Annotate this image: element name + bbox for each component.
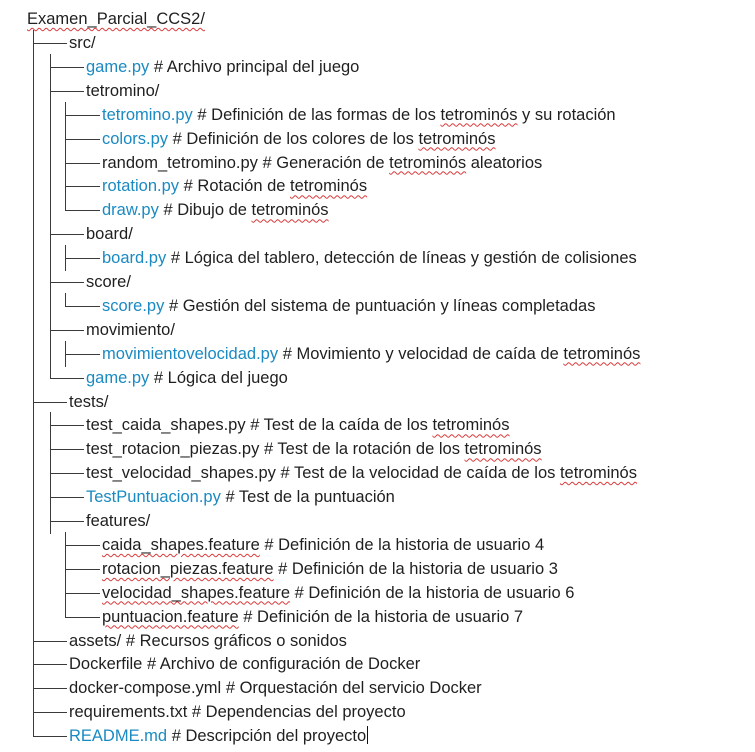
tree-row-colors-py	[0, 128, 755, 150]
tree-connector-horizontal	[50, 378, 84, 379]
tree-connector-vertical	[65, 604, 66, 618]
file-name-draw-py[interactable]: draw.py	[102, 201, 159, 220]
tree-row-game-py	[0, 56, 755, 78]
tree-connector-horizontal	[33, 688, 67, 689]
tree-connector-horizontal	[65, 210, 100, 211]
tree-entry-text	[86, 510, 150, 532]
entry-comment: # Definición de la historia de usuario 3	[278, 559, 558, 578]
folder-name-tetromino: tetromino/	[86, 81, 160, 100]
tree-entry-text	[86, 486, 395, 508]
tree-row-board-py	[0, 247, 755, 269]
file-name-puntuacion-feature: puntuacion.feature	[102, 607, 239, 626]
tree-row-board	[0, 223, 755, 245]
tree-entry-text	[102, 104, 616, 126]
tree-guide-line	[50, 197, 51, 223]
tree-connector-horizontal	[65, 545, 100, 546]
folder-name-score: score/	[86, 273, 131, 291]
folder-name-movimiento: movimiento/	[86, 320, 175, 339]
tree-entry-text	[69, 653, 420, 675]
tree-connector-horizontal	[50, 282, 84, 283]
tree-row-rotacion-piezas-feature	[0, 558, 755, 580]
tree-entry-text	[86, 319, 175, 341]
tree-connector-horizontal	[33, 641, 67, 642]
tree-row-draw-py	[0, 199, 755, 221]
spellcheck-word: tetrominós	[440, 105, 518, 124]
entry-comment: # Lógica del tablero, detección de líneas y gestión de colisiones	[170, 249, 637, 268]
file-name-dockerfile: Dockerfile	[69, 655, 143, 674]
entry-comment: # Recursos gráficos o sonidos	[125, 631, 347, 650]
tree-connector-vertical	[65, 293, 66, 307]
spellcheck-word: tetrominós	[432, 416, 510, 435]
file-name-tetromino-py[interactable]: tetromino.py	[102, 105, 193, 124]
tree-entry-text	[102, 295, 595, 317]
file-name-random-tetromino-py: random_tetromino.py	[102, 153, 258, 172]
entry-comment: # Archivo principal del juego	[153, 57, 360, 76]
tree-guide-line	[50, 102, 51, 128]
tree-connector-horizontal	[33, 402, 67, 403]
tree-guide-line	[33, 365, 34, 391]
tree-entry-text	[69, 725, 368, 747]
tree-guide-line	[33, 508, 34, 534]
tree-guide-line	[50, 173, 51, 199]
file-name-velocidad-shapes-feature: velocidad_shapes.feature	[102, 583, 291, 602]
tree-row-velocidad-shapes-feature	[0, 582, 755, 604]
folder-name-features: features/	[86, 512, 151, 530]
file-name-movimientovelocidad-py[interactable]: movimientovelocidad.py	[102, 344, 279, 363]
tree-guide-line	[33, 269, 34, 295]
file-name-testpuntuacion-py[interactable]: TestPuntuacion.py	[86, 488, 221, 507]
entry-comment: # Generación de tetrominós aleatorios	[262, 153, 543, 172]
file-name-colors-py[interactable]: colors.py	[102, 129, 169, 148]
file-name-rotation-py[interactable]: rotation.py	[102, 177, 180, 196]
tree-connector-horizontal	[65, 306, 100, 307]
tree-entry-text	[102, 606, 523, 628]
spellcheck-word: tetrominós	[290, 177, 368, 196]
tree-row-test-rotacion-piezas-py	[0, 438, 755, 460]
text-cursor	[367, 726, 368, 744]
entry-comment: # Lógica del juego	[153, 368, 288, 387]
entry-comment: # Orquestación del servicio Docker	[225, 679, 482, 698]
tree-row-tests	[0, 391, 755, 413]
entry-comment: # Dependencias del proyecto	[191, 703, 406, 722]
tree-guide-line	[33, 150, 34, 176]
tree-entry-text	[86, 462, 637, 484]
tree-entry-text	[86, 80, 159, 102]
tree-connector-vertical	[50, 365, 51, 379]
folder-name-src: src/	[69, 34, 96, 52]
tree-row-dockerfile	[0, 653, 755, 675]
entry-comment: # Archivo de configuración de Docker	[146, 655, 421, 674]
tree-row-readme-md	[0, 725, 755, 747]
entry-comment: # Definición de la historia de usuario 4	[264, 535, 545, 554]
folder-name-board: board/	[86, 225, 133, 244]
file-name-docker-compose-yml: docker-compose.yml	[69, 679, 222, 698]
entry-comment: # Descripción del proyecto	[171, 727, 367, 746]
root-folder-name	[27, 8, 205, 30]
spellcheck-word: tetrominós	[464, 440, 542, 459]
tree-guide-line	[33, 484, 34, 510]
tree-guide-line	[33, 197, 34, 223]
tree-row-movimientovelocidad-py	[0, 343, 755, 365]
file-name-test-rotacion-piezas-py: test_rotacion_piezas.py	[86, 440, 260, 459]
tree-guide-line	[33, 126, 34, 152]
tree-entry-text	[102, 175, 367, 197]
tree-row-puntuacion-feature	[0, 606, 755, 628]
tree-row-src	[0, 32, 755, 54]
tree-connector-horizontal	[50, 330, 84, 331]
tree-row-rotation-py	[0, 175, 755, 197]
tree-row-score	[0, 271, 755, 293]
tree-entry-text	[86, 367, 288, 389]
tree-connector-horizontal	[50, 521, 84, 522]
tree-entry-text	[86, 56, 359, 78]
spellcheck-word: tetrominós	[389, 153, 467, 172]
tree-guide-line	[33, 556, 34, 582]
tree-connector-horizontal	[65, 186, 100, 187]
tree-guide-line	[50, 126, 51, 152]
file-name-caida-shapes-feature: caida_shapes.feature	[102, 535, 260, 554]
entry-comment: # Test de la rotación de los tetrominós	[263, 440, 542, 459]
tree-entry-text	[102, 343, 640, 365]
entry-comment: # Rotación de tetrominós	[183, 177, 368, 196]
tree-connector-horizontal	[50, 91, 84, 92]
tree-entry-text	[86, 414, 509, 436]
tree-guide-line	[33, 293, 34, 319]
tree-connector-horizontal	[50, 449, 84, 450]
tree-row-docker-compose-yml	[0, 677, 755, 699]
tree-entry-text	[102, 534, 544, 556]
tree-guide-line	[50, 293, 51, 319]
tree-entry-text	[102, 152, 542, 174]
tree-row-score-py	[0, 295, 755, 317]
entry-comment: # Test de la puntuación	[225, 488, 395, 507]
entry-comment: # Gestión del sistema de puntuación y líneas completadas	[168, 296, 596, 315]
tree-row-game-py	[0, 367, 755, 389]
tree-entry-text	[69, 32, 96, 54]
tree-guide-line	[33, 78, 34, 104]
tree-connector-horizontal	[65, 139, 100, 140]
tree-entry-text	[102, 247, 637, 269]
tree-connector-horizontal	[33, 736, 67, 737]
tree-entry-text	[102, 199, 329, 221]
tree-entry-text	[69, 701, 406, 723]
tree-entry-text	[86, 438, 542, 460]
tree-connector-horizontal	[50, 425, 84, 426]
tree-guide-line	[33, 317, 34, 343]
tree-entry-text	[86, 223, 133, 245]
entry-comment: # Definición de la historia de usuario 6	[294, 583, 575, 602]
tree-connector-horizontal	[65, 569, 100, 570]
tree-connector-vertical	[65, 197, 66, 211]
entry-comment: # Definición de los colores de los tetrominós	[172, 129, 496, 148]
tree-connector-horizontal	[65, 593, 100, 594]
entry-comment: # Dibujo de tetrominós	[163, 201, 329, 220]
spellcheck-word: tetrominós	[418, 129, 496, 148]
tree-connector-horizontal	[33, 43, 67, 44]
tree-entry-text	[102, 558, 558, 580]
spellcheck-word: tetrominós	[559, 464, 637, 483]
tree-entry-text	[86, 271, 131, 293]
tree-row-test-caida-shapes-py	[0, 414, 755, 436]
tree-entry-text	[69, 677, 482, 699]
tree-guide-line	[33, 173, 34, 199]
tree-entry-text	[102, 128, 495, 150]
tree-connector-horizontal	[65, 354, 100, 355]
tree-row-movimiento	[0, 319, 755, 341]
tree-entry-text	[102, 582, 574, 604]
root-folder-label: Examen_Parcial_CCS2/	[27, 10, 205, 28]
tree-guide-line	[33, 54, 34, 80]
tree-guide-line	[33, 532, 34, 558]
tree-connector-horizontal	[50, 497, 84, 498]
tree-guide-line	[33, 604, 34, 630]
tree-guide-line	[50, 150, 51, 176]
entry-comment: # Definición de las formas de los tetrominós y su rotación	[197, 105, 616, 124]
tree-row-random-tetromino-py	[0, 152, 755, 174]
tree-row-tetromino-py	[0, 104, 755, 126]
tree-entry-text	[69, 630, 347, 652]
tree-row-test-velocidad-shapes-py	[0, 462, 755, 484]
tree-row-testpuntuacion-py	[0, 486, 755, 508]
tree-guide-line	[33, 245, 34, 271]
tree-row-tetromino	[0, 80, 755, 102]
file-name-rotacion-piezas-feature: rotacion_piezas.feature	[102, 559, 274, 578]
tree-guide-line	[50, 245, 51, 271]
tree-connector-horizontal	[65, 163, 100, 164]
entry-comment: # Test de la velocidad de caída de los tetrominós	[280, 464, 637, 483]
tree-connector-horizontal	[50, 473, 84, 474]
file-name-test-caida-shapes-py: test_caida_shapes.py	[86, 416, 246, 435]
tree-connector-horizontal	[65, 115, 100, 116]
file-name-board-py[interactable]: board.py	[102, 249, 167, 268]
tree-guide-line	[33, 102, 34, 128]
tree-guide-line	[33, 460, 34, 486]
spellcheck-word: tetrominós	[563, 344, 641, 363]
spellcheck-word: tetrominós	[251, 201, 329, 220]
file-name-test-velocidad-shapes-py: test_velocidad_shapes.py	[86, 464, 276, 483]
tree-guide-line	[33, 580, 34, 606]
file-name-readme-md[interactable]: README.md	[69, 727, 168, 746]
tree-row-features	[0, 510, 755, 532]
file-name-requirements-txt: requirements.txt	[69, 703, 188, 722]
tree-row-caida-shapes-feature	[0, 534, 755, 556]
tree-connector-horizontal	[50, 234, 84, 235]
tree-connector-horizontal	[65, 617, 100, 618]
tree-guide-line	[50, 341, 51, 367]
tree-connector-horizontal	[33, 664, 67, 665]
entry-comment: # Movimiento y velocidad de caída de tetrominós	[282, 344, 641, 363]
entry-comment: # Test de la caída de los tetrominós	[250, 416, 510, 435]
tree-connector-horizontal	[65, 258, 100, 259]
tree-connector-vertical	[33, 723, 34, 737]
tree-row-requirements-txt	[0, 701, 755, 723]
tree-guide-line	[33, 341, 34, 367]
tree-guide-line	[33, 412, 34, 438]
tree-guide-line	[33, 436, 34, 462]
tree-row-assets	[0, 630, 755, 652]
folder-name-assets: assets/	[69, 631, 122, 650]
tree-connector-horizontal	[33, 712, 67, 713]
entry-comment: # Definición de la historia de usuario 7	[243, 607, 524, 626]
tree-connector-horizontal	[50, 67, 84, 68]
folder-name-tests: tests/	[69, 392, 109, 411]
file-name-game-py[interactable]: game.py	[86, 57, 150, 76]
tree-guide-line	[33, 221, 34, 247]
tree-entry-text	[69, 391, 108, 413]
file-name-score-py[interactable]: score.py	[102, 296, 165, 315]
file-name-game-py[interactable]: game.py	[86, 368, 150, 387]
